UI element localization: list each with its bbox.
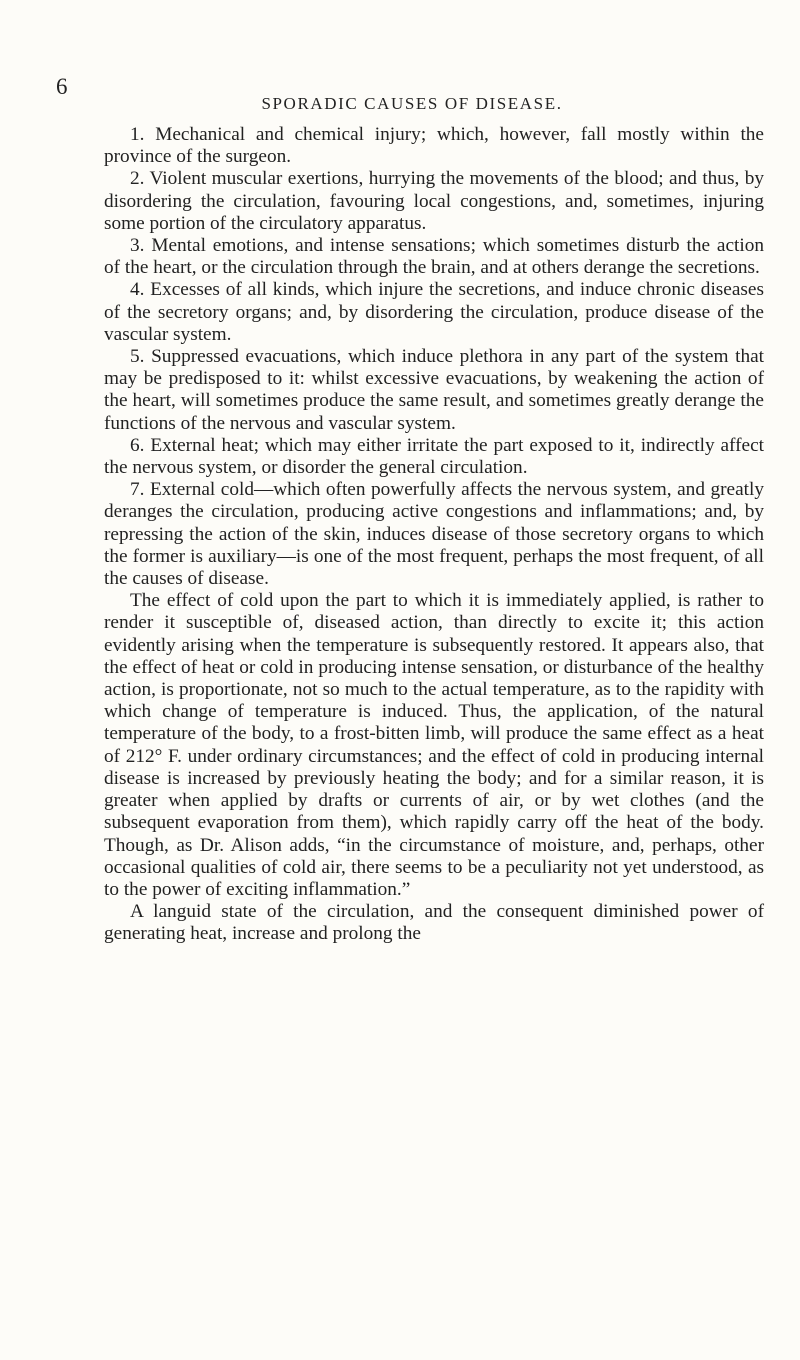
paragraph-3-mental-emotions: 3. Mental emotions, and intense sensations; which sometimes disturb the action of the heart, or the circulation through the brain, and at others derange the secretions. xyxy=(104,235,764,279)
paragraph-7-external-cold: 7. External cold—which often powerfully affects the nervous system, and greatly deranges the circulation, producing active congestions and inflammations; and, by repressing the action of the skin, induces disease of those secretory organs to which the former is auxiliary—is one of the most frequent, perhaps the most frequent, of all the causes of disease. xyxy=(104,479,764,590)
page-number: 6 xyxy=(56,74,68,99)
paragraph-4-excesses: 4. Excesses of all kinds, which injure the secretions, and induce chronic diseases of the secretory organs; and, by disordering the circulation, produce disease of the vascular system. xyxy=(104,279,764,345)
book-page xyxy=(56,0,768,1360)
paragraph-6-external-heat: 6. External heat; which may either irritate the part exposed to it, indirectly affect the nervous system, or disorder the general circulation. xyxy=(104,434,764,479)
page-header xyxy=(56,0,768,120)
running-head: SPORADIC CAUSES OF DISEASE. xyxy=(261,94,563,113)
paragraph-effect-of-cold: The effect of cold upon the part to which it is immediately applied, is rather to render it susceptible of, diseased action, than directly to excite it; this action evidently arising when the temperature is subsequently restored. It appears also, that the effect of heat or cold in producing intense sensation, or disturbance of the healthy action, is proportionate, not so much to the actual temperature, as to the rapidity with which change of temperature is induced. Thus, the application, of the natural temperature of the body, to a frost-bitten limb, will produce the same effect as a heat of 212° F. under ordinary circumstances; and the effect of cold in producing internal disease is increased by previously heating the body; and for a similar reason, it is greater when applied by drafts or currents of air, or by wet clothes (and the subsequent evaporation from them), which rapidly carry off the heat of the body. Though, as Dr. Alison adds, “in the circumstance of moisture, and, perhaps, other occasional qualities of cold air, there seems to be a peculiarity not yet understood, as to the power of exciting inflammation.” xyxy=(104,590,764,900)
paragraph-languid-circulation: A languid state of the circulation, and the consequent diminished power of generating heat, increase and prolong the xyxy=(104,901,764,945)
paragraph-2-muscular-exertions: 2. Violent muscular exertions, hurrying the movements of the blood; and thus, by disordering the circulation, favouring local congestions, and, sometimes, injuring some portion of the circulatory apparatus. xyxy=(104,168,764,234)
paragraph-5-suppressed-evacuations: 5. Suppressed evacuations, which induce plethora in any part of the system that may be predisposed to it: whilst excessive evacuations, by weakening the action of the heart, will sometimes produce the same result, and sometimes greatly derange the functions of the nervous and vascular system. xyxy=(104,346,764,434)
body-text xyxy=(104,124,764,946)
paragraph-1-mechanical-injury: 1. Mechanical and chemical injury; which, however, fall mostly within the province of the surgeon. xyxy=(104,124,764,168)
